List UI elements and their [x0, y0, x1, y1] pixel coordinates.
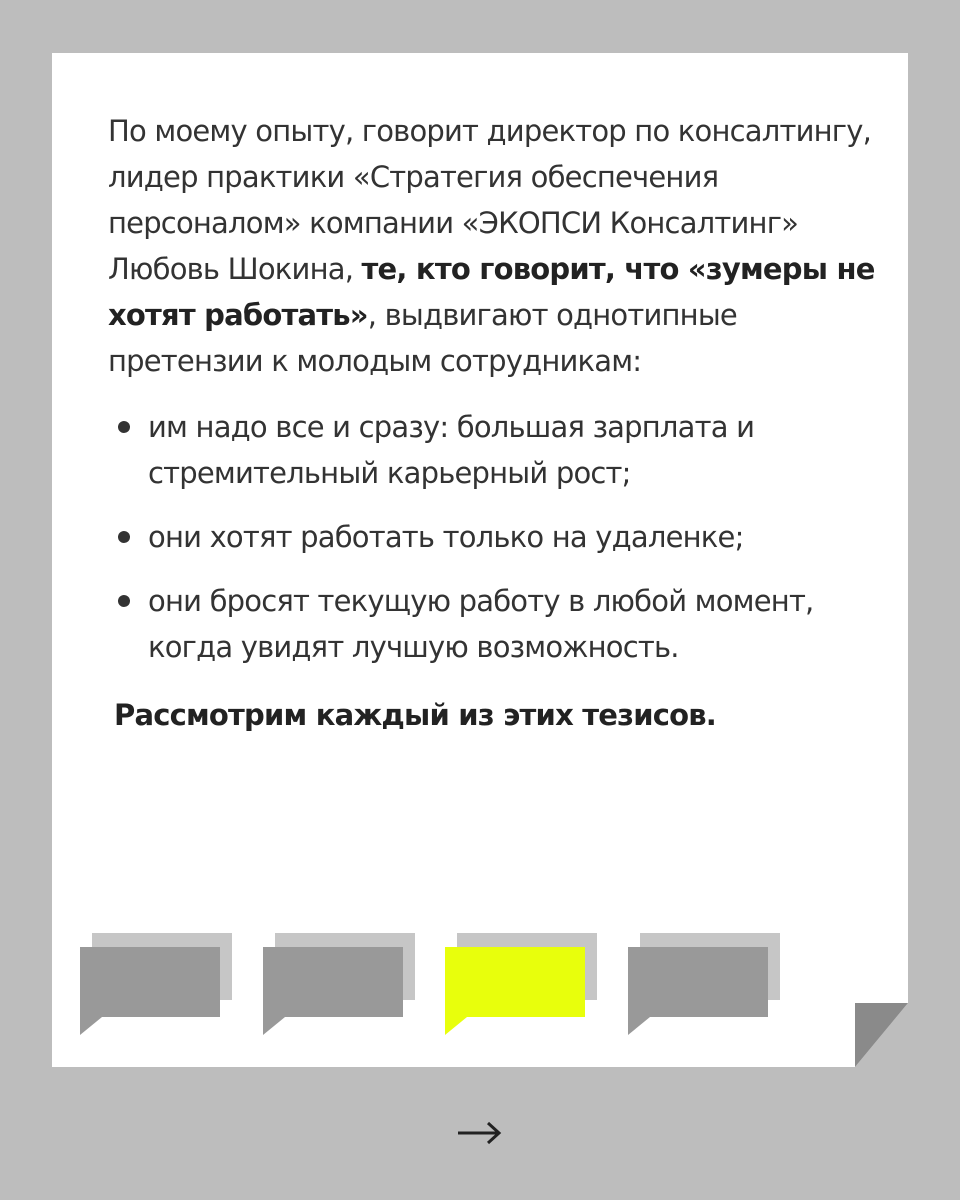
bullet-icon: [118, 595, 130, 607]
page-indicator-1[interactable]: [80, 933, 250, 1043]
list-item: [108, 514, 888, 560]
intro-lead: По моему опыту, говорит директор по консалтингу, лидер практики «Стратегия обеспечения персоналом» компании «ЭКОПСИ Консалтинг» Любовь Шокина,: [108, 114, 871, 286]
page-curl-corner: [855, 1003, 908, 1067]
bullet-icon: [118, 421, 130, 433]
arrow-right-icon[interactable]: [456, 1115, 504, 1151]
speech-bubble-icon: [445, 947, 585, 1035]
conclusion: Рассмотрим каждый из этих тезисов.: [114, 698, 717, 732]
text-block: [108, 108, 888, 738]
speech-bubble-icon: [263, 947, 403, 1035]
bullet-icon: [118, 531, 130, 543]
intro-paragraph: [108, 108, 888, 384]
list-item-text: они хотят работать только на удаленке;: [148, 520, 744, 554]
intro-bold: те, кто говорит, что «зумеры не хотят работать»: [108, 252, 875, 332]
page-indicator-4[interactable]: [628, 933, 798, 1043]
intro-tail: , выдвигают однотипные претензии к молодым сотрудникам:: [108, 298, 737, 378]
list-item-text: им надо все и сразу: большая зарплата и стремительный карьерный рост;: [148, 410, 755, 490]
list-item: [108, 404, 888, 496]
page-indicator-3-active[interactable]: [445, 933, 615, 1043]
claims-list: [108, 404, 888, 670]
list-item-text: они бросят текущую работу в любой момент, когда увидят лучшую возможность.: [148, 584, 814, 664]
page-indicator-2[interactable]: [263, 933, 433, 1043]
list-item: [108, 578, 888, 670]
speech-bubble-icon: [80, 947, 220, 1035]
speech-bubble-icon: [628, 947, 768, 1035]
